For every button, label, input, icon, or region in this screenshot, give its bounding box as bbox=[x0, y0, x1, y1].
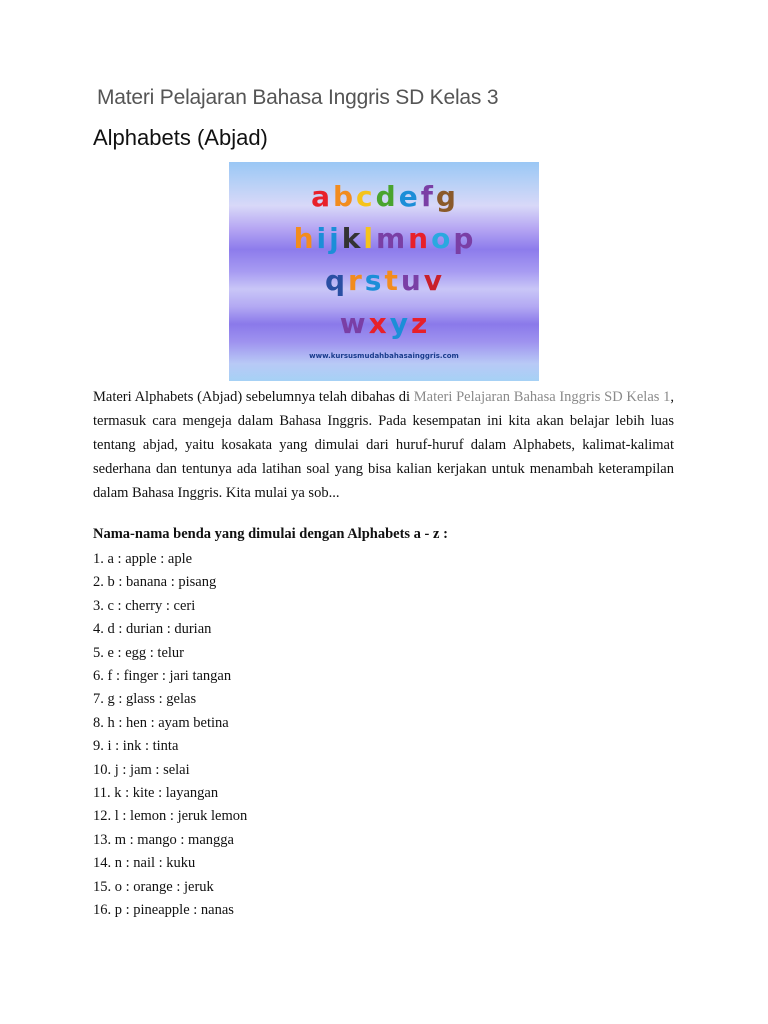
list-item: 15. o : orange : jeruk bbox=[93, 878, 214, 895]
image-watermark-url: www.kursusmudahbahasainggris.com bbox=[309, 352, 459, 360]
list-item: 1. a : apple : aple bbox=[93, 551, 193, 567]
alphabet-letter: u bbox=[400, 264, 422, 297]
alphabet-letter: h bbox=[293, 222, 315, 255]
list-item: 14. n : nail : kuku bbox=[93, 855, 196, 872]
list-item: 9. i : ink : tinta bbox=[93, 738, 179, 755]
alphabet-letter: l bbox=[363, 222, 374, 255]
list-item: 3. c : cherry : ceri bbox=[93, 597, 196, 614]
alphabet-letter: n bbox=[408, 222, 430, 255]
alphabet-letter: r bbox=[347, 264, 363, 297]
list-item: 4. d : durian : durian bbox=[93, 621, 212, 638]
alphabet-letter: g bbox=[435, 180, 457, 213]
alphabet-letter: s bbox=[364, 264, 383, 297]
list-item: 6. f : finger : jari tangan bbox=[93, 668, 232, 685]
alphabet-letter: c bbox=[356, 180, 374, 213]
intro-text-before-link: Materi Alphabets (Abjad) sebelumnya telah dibahas di bbox=[93, 389, 414, 405]
alphabet-letter: f bbox=[420, 180, 434, 213]
list-item: 2. b : banana : pisang bbox=[93, 574, 217, 591]
alphabet-letter: v bbox=[423, 264, 444, 297]
page-title: Materi Pelajaran Bahasa Inggris SD Kelas 3 bbox=[97, 86, 499, 109]
list-item: 11. k : kite : layangan bbox=[93, 785, 219, 802]
alphabet-row bbox=[229, 180, 539, 213]
alphabet-letter: j bbox=[329, 222, 340, 255]
intro-text-after-link: , termasuk cara mengeja dalam Bahasa Inggris. Pada kesempatan ini kita akan belajar lebih luas tentang abjad, yaitu kosakata yang dimulai dari huruf-huruf dalam Alphabets, kalimat-kalimat sederhana dan tentunya ada latihan soal yang bisa kalian kerjakan untuk menambah keterampilan dalam Bahasa Inggris. Kita mulai ya sob... bbox=[93, 389, 675, 501]
alphabet-letter: t bbox=[384, 264, 399, 297]
alphabet-letter: y bbox=[389, 307, 409, 340]
alphabet-letter: b bbox=[332, 180, 355, 213]
list-item: 8. h : hen : ayam betina bbox=[93, 714, 229, 731]
list-item: 13. m : mango : mangga bbox=[93, 831, 234, 848]
list-item: 5. e : egg : telur bbox=[93, 644, 185, 661]
alphabet-row bbox=[229, 307, 539, 340]
intro-paragraph bbox=[93, 385, 674, 505]
kelas-1-link[interactable]: Materi Pelajaran Bahasa Inggris SD Kelas 1 bbox=[413, 389, 671, 405]
alphabet-image bbox=[229, 162, 539, 381]
alphabet-letter: i bbox=[316, 222, 328, 255]
list-item: 12. l : lemon : jeruk lemon bbox=[93, 808, 248, 825]
alphabet-letter: a bbox=[311, 180, 331, 213]
alphabet-letter: e bbox=[398, 180, 419, 213]
alphabet-letter: z bbox=[410, 307, 429, 340]
alphabet-letter: m bbox=[375, 222, 407, 255]
alphabet-letter: p bbox=[453, 222, 475, 255]
alphabet-row bbox=[229, 222, 539, 255]
list-item: 7. g : glass : gelas bbox=[93, 691, 197, 708]
list-heading: Nama-nama benda yang dimulai dengan Alphabets a - z : bbox=[93, 526, 448, 542]
alphabet-letter: x bbox=[368, 307, 388, 340]
alphabet-row bbox=[229, 264, 539, 297]
alphabet-letter: q bbox=[324, 264, 346, 297]
alphabet-letter: o bbox=[431, 222, 452, 255]
word-list bbox=[93, 548, 247, 923]
section-title: Alphabets (Abjad) bbox=[93, 125, 268, 150]
alphabet-letter: w bbox=[339, 307, 367, 340]
alphabet-letter: k bbox=[341, 222, 362, 255]
list-item: 10. j : jam : selai bbox=[93, 761, 190, 778]
alphabet-letter: d bbox=[375, 180, 397, 213]
list-item: 16. p : pineapple : nanas bbox=[93, 902, 234, 919]
